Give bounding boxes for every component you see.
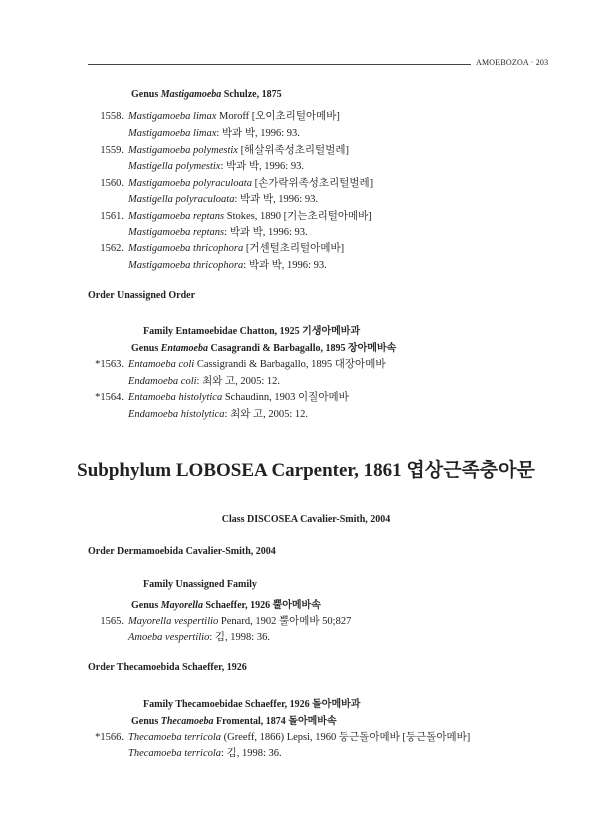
- synonym-line: Mastigamoeba thricophora: 박과 박, 1996: 93.: [128, 260, 327, 271]
- synonym-line: Mastigamoeba reptans: 박과 박, 1996: 93.: [128, 227, 308, 238]
- synonym-line: Thecamoeba terricola: 김, 1998: 36.: [128, 748, 282, 759]
- genus-heading: Genus Mayorella Schaeffer, 1926 뿔아메바속: [131, 600, 321, 611]
- species-entry: *1564. Entamoeba histolytica Schaudinn, 1903 이질아메바: [95, 392, 349, 403]
- species-entry: 1558. Mastigamoeba limax Moroff [오이초리털아메바]: [100, 111, 340, 122]
- genus-heading: Genus Entamoeba Casagrandi & Barbagallo, 1895 장아메바속: [131, 343, 397, 354]
- species-entry: *1563. Entamoeba coli Cassigrandi & Barbagallo, 1895 대장아메바: [95, 359, 386, 370]
- species-entry: 1559. Mastigamoeba polymestix [해살위족성초리털벌레]: [100, 145, 349, 156]
- genus-heading: Genus Thecamoeba Fromental, 1874 돌아메바속: [131, 716, 337, 727]
- synonym-line: Endamoeba coli: 최와 고, 2005: 12.: [128, 376, 281, 387]
- synonym-line: Mastigella polymestix: 박과 박, 1996: 93.: [128, 161, 304, 172]
- synonym-line: Endamoeba histolytica: 최와 고, 2005: 12.: [128, 409, 309, 420]
- species-entry: 1565. Mayorella vespertilio Penard, 1902 뿔아메바 50;827: [100, 616, 352, 627]
- species-entry: 1561. Mastigamoeba reptans Stokes, 1890 [기는초리털아메바]: [100, 211, 372, 222]
- synonym-line: Amoeba vespertilio: 김, 1998: 36.: [128, 632, 270, 643]
- class-heading: Class DISCOSEA Cavalier-Smith, 2004: [221, 514, 391, 525]
- family-heading: Family Thecamoebidae Schaeffer, 1926 돌아메바과: [143, 699, 361, 710]
- genus-heading: Genus Mastigamoeba Schulze, 1875: [131, 89, 282, 100]
- species-entry: 1560. Mastigamoeba polyraculoata [손가락위족성초리털벌레]: [100, 178, 374, 189]
- header-rule: [88, 64, 471, 65]
- species-entry: 1562. Mastigamoeba thricophora [거센털초리털아메바]: [100, 243, 345, 254]
- order-heading: Order Unassigned Order: [88, 290, 196, 301]
- family-heading: Family Entamoebidae Chatton, 1925 기생아메바과: [143, 326, 361, 337]
- running-head: AMOEBOZOA · 203: [476, 58, 549, 67]
- family-heading: Family Unassigned Family: [143, 579, 257, 590]
- order-heading: Order Thecamoebida Schaeffer, 1926: [88, 662, 247, 673]
- synonym-line: Mastigella polyraculoata: 박과 박, 1996: 93.: [128, 194, 318, 205]
- subphylum-title: Subphylum LOBOSEA Carpenter, 1861 엽상근족충아문: [77, 460, 535, 481]
- order-heading: Order Dermamoebida Cavalier-Smith, 2004: [88, 546, 276, 557]
- synonym-line: Mastigamoeba limax: 박과 박, 1996: 93.: [128, 128, 300, 139]
- species-entry: *1566. Thecamoeba terricola (Greeff, 1866) Lepsi, 1960 둥근돌아메바 [둥근돌아메바]: [95, 732, 471, 743]
